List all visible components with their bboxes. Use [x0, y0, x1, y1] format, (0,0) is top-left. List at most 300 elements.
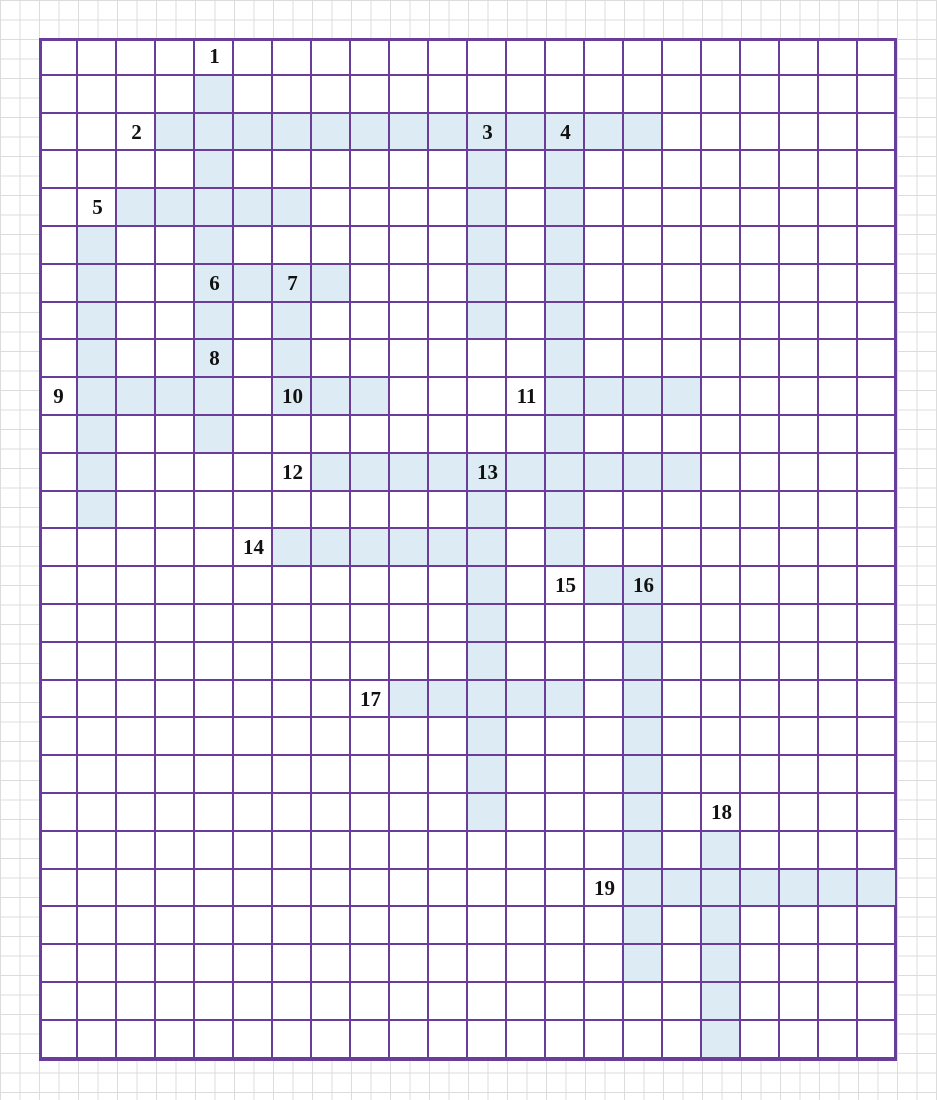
answer-cell[interactable]: [546, 378, 585, 416]
grid-cell: [780, 945, 819, 983]
answer-cell[interactable]: [429, 529, 468, 567]
grid-cell: [507, 907, 546, 945]
grid-cell: [819, 756, 858, 794]
answer-cell[interactable]: [546, 454, 585, 492]
grid-cell: [39, 227, 78, 265]
grid-cell: [234, 454, 273, 492]
grid-cell: [663, 76, 702, 114]
grid-cell: [429, 340, 468, 378]
answer-cell[interactable]: [117, 189, 156, 227]
answer-cell[interactable]: [741, 870, 780, 908]
answer-cell[interactable]: [351, 378, 390, 416]
grid-cell: [585, 189, 624, 227]
answer-cell[interactable]: [624, 378, 663, 416]
grid-cell: [585, 983, 624, 1021]
grid-cell: [234, 794, 273, 832]
answer-cell[interactable]: [702, 870, 741, 908]
grid-cell: [624, 151, 663, 189]
grid-cell: [117, 303, 156, 341]
grid-cell: [78, 38, 117, 76]
answer-cell[interactable]: [468, 227, 507, 265]
grid-cell: [741, 756, 780, 794]
answer-cell[interactable]: [78, 492, 117, 530]
answer-cell[interactable]: [507, 681, 546, 719]
answer-cell[interactable]: [546, 265, 585, 303]
answer-cell[interactable]: [429, 681, 468, 719]
answer-cell[interactable]: [624, 681, 663, 719]
grid-cell: [741, 907, 780, 945]
grid-cell: [429, 870, 468, 908]
grid-cell: [351, 643, 390, 681]
grid-cell: [117, 907, 156, 945]
grid-cell: [663, 38, 702, 76]
answer-cell[interactable]: [351, 114, 390, 152]
grid-cell: [819, 1021, 858, 1059]
clue-number: 2: [131, 119, 142, 144]
answer-cell[interactable]: [624, 454, 663, 492]
grid-cell: [156, 303, 195, 341]
grid-cell: [117, 340, 156, 378]
answer-cell[interactable]: [624, 832, 663, 870]
answer-cell[interactable]: [546, 416, 585, 454]
grid-cell: [507, 832, 546, 870]
grid-cell: [78, 605, 117, 643]
grid-cell: [429, 265, 468, 303]
answer-cell[interactable]: [702, 1021, 741, 1059]
clue-number: 19: [594, 875, 615, 900]
grid-cell: [780, 983, 819, 1021]
grid-cell: [468, 832, 507, 870]
grid-cell: [273, 945, 312, 983]
answer-cell[interactable]: [702, 945, 741, 983]
grid-cell: [273, 567, 312, 605]
grid-cell: [195, 870, 234, 908]
grid-cell: [741, 227, 780, 265]
grid-cell: [312, 416, 351, 454]
answer-cell[interactable]: [624, 907, 663, 945]
grid-cell: [663, 416, 702, 454]
answer-cell[interactable]: [195, 378, 234, 416]
answer-cell[interactable]: [624, 643, 663, 681]
grid-cell: [351, 870, 390, 908]
answer-cell[interactable]: [78, 265, 117, 303]
answer-cell[interactable]: [468, 605, 507, 643]
answer-cell[interactable]: [546, 681, 585, 719]
grid-cell: [117, 832, 156, 870]
grid-cell: [156, 265, 195, 303]
answer-cell[interactable]: [234, 189, 273, 227]
answer-cell[interactable]: [819, 870, 858, 908]
grid-cell: [312, 718, 351, 756]
answer-cell[interactable]: [663, 454, 702, 492]
answer-cell[interactable]: [663, 870, 702, 908]
answer-cell[interactable]: [234, 265, 273, 303]
answer-cell[interactable]: [273, 340, 312, 378]
answer-cell[interactable]: [78, 340, 117, 378]
answer-cell[interactable]: [273, 114, 312, 152]
grid-cell: [858, 416, 897, 454]
grid-cell: [741, 303, 780, 341]
grid-cell: [780, 718, 819, 756]
grid-cell: [117, 983, 156, 1021]
answer-cell[interactable]: [546, 227, 585, 265]
grid-cell: [585, 832, 624, 870]
grid-cell: [156, 454, 195, 492]
grid-cell: [390, 567, 429, 605]
answer-cell[interactable]: [468, 492, 507, 530]
answer-cell[interactable]: [624, 114, 663, 152]
grid-cell: [585, 681, 624, 719]
answer-cell[interactable]: [312, 114, 351, 152]
grid-cell: [858, 114, 897, 152]
answer-cell[interactable]: [546, 529, 585, 567]
answer-cell[interactable]: [468, 681, 507, 719]
answer-cell[interactable]: [390, 454, 429, 492]
answer-cell[interactable]: [156, 189, 195, 227]
clue-cell[interactable]: [195, 38, 234, 76]
answer-cell[interactable]: [624, 605, 663, 643]
grid-cell: [702, 492, 741, 530]
clue-cell[interactable]: [195, 265, 234, 303]
answer-cell[interactable]: [429, 114, 468, 152]
grid-cell: [663, 114, 702, 152]
grid-cell: [507, 227, 546, 265]
clue-cell[interactable]: [117, 114, 156, 152]
answer-cell[interactable]: [507, 454, 546, 492]
grid-cell: [819, 340, 858, 378]
grid-cell: [156, 1021, 195, 1059]
grid-cell: [780, 416, 819, 454]
clue-cell[interactable]: [546, 114, 585, 152]
grid-cell: [156, 794, 195, 832]
grid-cell: [351, 340, 390, 378]
grid-cell: [351, 38, 390, 76]
answer-cell[interactable]: [117, 378, 156, 416]
grid-cell: [39, 303, 78, 341]
grid-cell: [741, 416, 780, 454]
clue-cell[interactable]: [585, 870, 624, 908]
grid-cell: [702, 76, 741, 114]
answer-cell[interactable]: [507, 114, 546, 152]
grid-cell: [429, 303, 468, 341]
grid-cell: [195, 605, 234, 643]
grid-cell: [117, 643, 156, 681]
answer-cell[interactable]: [429, 454, 468, 492]
grid-cell: [195, 718, 234, 756]
clue-number: 6: [209, 270, 220, 295]
answer-cell[interactable]: [624, 794, 663, 832]
clue-cell[interactable]: [195, 340, 234, 378]
answer-cell[interactable]: [273, 189, 312, 227]
answer-cell[interactable]: [468, 151, 507, 189]
grid-cell: [546, 38, 585, 76]
grid-cell: [507, 492, 546, 530]
grid-cell: [819, 38, 858, 76]
grid-cell: [507, 76, 546, 114]
answer-cell[interactable]: [390, 681, 429, 719]
grid-cell: [234, 643, 273, 681]
answer-cell[interactable]: [273, 303, 312, 341]
grid-cell: [429, 76, 468, 114]
grid-cell: [390, 870, 429, 908]
grid-cell: [702, 529, 741, 567]
clue-cell[interactable]: [39, 378, 78, 416]
clue-cell[interactable]: [273, 378, 312, 416]
grid-cell: [156, 76, 195, 114]
grid-cell: [819, 681, 858, 719]
answer-cell[interactable]: [351, 529, 390, 567]
grid-cell: [507, 794, 546, 832]
clue-number: 7: [287, 270, 298, 295]
grid-cell: [39, 870, 78, 908]
clue-cell[interactable]: [468, 454, 507, 492]
clue-cell[interactable]: [702, 794, 741, 832]
grid-cell: [858, 567, 897, 605]
answer-cell[interactable]: [156, 378, 195, 416]
grid-cell: [39, 189, 78, 227]
grid-cell: [858, 756, 897, 794]
grid-cell: [546, 756, 585, 794]
answer-cell[interactable]: [663, 378, 702, 416]
grid-cell: [468, 416, 507, 454]
grid-cell: [429, 567, 468, 605]
grid-cell: [585, 643, 624, 681]
answer-cell[interactable]: [585, 567, 624, 605]
answer-cell[interactable]: [780, 870, 819, 908]
answer-cell[interactable]: [546, 340, 585, 378]
answer-cell[interactable]: [702, 832, 741, 870]
grid-cell: [624, 303, 663, 341]
answer-cell[interactable]: [624, 945, 663, 983]
grid-cell: [858, 227, 897, 265]
grid-cell: [819, 832, 858, 870]
grid-cell: [546, 605, 585, 643]
grid-cell: [312, 492, 351, 530]
grid-cell: [78, 114, 117, 152]
answer-cell[interactable]: [546, 189, 585, 227]
answer-cell[interactable]: [312, 378, 351, 416]
answer-cell[interactable]: [546, 303, 585, 341]
grid-cell: [429, 794, 468, 832]
answer-cell[interactable]: [468, 643, 507, 681]
grid-cell: [819, 378, 858, 416]
grid-cell: [78, 832, 117, 870]
grid-cell: [351, 151, 390, 189]
answer-cell[interactable]: [546, 492, 585, 530]
grid-cell: [156, 983, 195, 1021]
answer-cell[interactable]: [78, 303, 117, 341]
answer-cell[interactable]: [624, 718, 663, 756]
grid-cell: [585, 340, 624, 378]
grid-cell: [390, 756, 429, 794]
clue-number: 15: [555, 573, 576, 598]
grid-cell: [273, 983, 312, 1021]
grid-cell: [234, 945, 273, 983]
grid-cell: [429, 907, 468, 945]
answer-cell[interactable]: [195, 189, 234, 227]
grid-cell: [234, 492, 273, 530]
grid-cell: [312, 227, 351, 265]
grid-cell: [585, 151, 624, 189]
answer-cell[interactable]: [195, 227, 234, 265]
grid-cell: [429, 832, 468, 870]
grid-cell: [702, 454, 741, 492]
grid-cell: [585, 303, 624, 341]
answer-cell[interactable]: [468, 567, 507, 605]
grid-cell: [351, 76, 390, 114]
grid-cell: [234, 832, 273, 870]
clue-cell[interactable]: [78, 189, 117, 227]
grid-cell: [78, 983, 117, 1021]
grid-cell: [390, 945, 429, 983]
grid-cell: [702, 643, 741, 681]
grid-cell: [507, 416, 546, 454]
answer-cell[interactable]: [468, 189, 507, 227]
answer-cell[interactable]: [468, 265, 507, 303]
clue-cell[interactable]: [273, 454, 312, 492]
answer-cell[interactable]: [312, 454, 351, 492]
grid-cell: [468, 378, 507, 416]
grid-cell: [117, 76, 156, 114]
grid-cell: [390, 189, 429, 227]
clue-cell[interactable]: [234, 529, 273, 567]
grid-cell: [117, 794, 156, 832]
answer-cell[interactable]: [195, 303, 234, 341]
grid-cell: [234, 718, 273, 756]
grid-cell: [351, 605, 390, 643]
answer-cell[interactable]: [312, 265, 351, 303]
grid-cell: [546, 718, 585, 756]
answer-cell[interactable]: [585, 378, 624, 416]
answer-cell[interactable]: [195, 416, 234, 454]
grid-cell: [156, 756, 195, 794]
grid-cell: [390, 340, 429, 378]
grid-cell: [39, 416, 78, 454]
answer-cell[interactable]: [351, 454, 390, 492]
answer-cell[interactable]: [468, 303, 507, 341]
answer-cell[interactable]: [78, 454, 117, 492]
grid-cell: [624, 76, 663, 114]
grid-cell: [234, 681, 273, 719]
grid-cell: [780, 114, 819, 152]
grid-cell: [507, 756, 546, 794]
clue-cell[interactable]: [507, 378, 546, 416]
answer-cell[interactable]: [468, 794, 507, 832]
answer-cell[interactable]: [468, 756, 507, 794]
grid-cell: [585, 1021, 624, 1059]
grid-cell: [858, 492, 897, 530]
answer-cell[interactable]: [585, 114, 624, 152]
grid-cell: [390, 605, 429, 643]
answer-cell[interactable]: [390, 114, 429, 152]
grid-cell: [234, 567, 273, 605]
grid-cell: [156, 832, 195, 870]
grid-cell: [819, 303, 858, 341]
answer-cell[interactable]: [546, 151, 585, 189]
grid-cell: [312, 643, 351, 681]
grid-cell: [39, 76, 78, 114]
grid-cell: [468, 907, 507, 945]
clue-cell[interactable]: [624, 567, 663, 605]
grid-cell: [351, 189, 390, 227]
grid-cell: [663, 1021, 702, 1059]
grid-cell: [273, 718, 312, 756]
clue-cell[interactable]: [546, 567, 585, 605]
grid-cell: [702, 718, 741, 756]
answer-cell[interactable]: [195, 76, 234, 114]
answer-cell[interactable]: [585, 454, 624, 492]
grid-cell: [429, 189, 468, 227]
answer-cell[interactable]: [702, 983, 741, 1021]
grid-cell: [117, 681, 156, 719]
grid-cell: [78, 756, 117, 794]
clue-cell[interactable]: [468, 114, 507, 152]
grid-cell: [351, 227, 390, 265]
grid-cell: [780, 681, 819, 719]
answer-cell[interactable]: [702, 907, 741, 945]
answer-cell[interactable]: [390, 529, 429, 567]
grid-cell: [273, 794, 312, 832]
clue-cell[interactable]: [273, 265, 312, 303]
answer-cell[interactable]: [195, 114, 234, 152]
grid-cell: [78, 151, 117, 189]
grid-cell: [858, 454, 897, 492]
grid-cell: [351, 907, 390, 945]
grid-cell: [195, 832, 234, 870]
grid-cell: [858, 605, 897, 643]
clue-cell[interactable]: [351, 681, 390, 719]
grid-cell: [156, 718, 195, 756]
grid-cell: [39, 794, 78, 832]
grid-cell: [390, 643, 429, 681]
grid-cell: [624, 189, 663, 227]
answer-cell[interactable]: [156, 114, 195, 152]
grid-cell: [351, 492, 390, 530]
answer-cell[interactable]: [312, 529, 351, 567]
grid-cell: [312, 340, 351, 378]
clue-number: 9: [53, 384, 64, 409]
grid-cell: [507, 189, 546, 227]
grid-cell: [624, 340, 663, 378]
grid-cell: [429, 416, 468, 454]
answer-cell[interactable]: [624, 870, 663, 908]
grid-cell: [702, 303, 741, 341]
grid-cell: [312, 76, 351, 114]
grid-cell: [234, 38, 273, 76]
grid-cell: [507, 1021, 546, 1059]
answer-cell[interactable]: [273, 529, 312, 567]
grid-cell: [117, 492, 156, 530]
grid-cell: [117, 567, 156, 605]
answer-cell[interactable]: [624, 756, 663, 794]
grid-cell: [780, 454, 819, 492]
grid-cell: [507, 945, 546, 983]
clue-number: 12: [282, 459, 303, 484]
grid-cell: [702, 567, 741, 605]
answer-cell[interactable]: [78, 227, 117, 265]
answer-cell[interactable]: [858, 870, 897, 908]
answer-cell[interactable]: [195, 151, 234, 189]
answer-cell[interactable]: [78, 416, 117, 454]
answer-cell[interactable]: [468, 529, 507, 567]
answer-cell[interactable]: [78, 378, 117, 416]
answer-cell[interactable]: [468, 718, 507, 756]
grid-cell: [351, 794, 390, 832]
answer-cell[interactable]: [234, 114, 273, 152]
grid-cell: [858, 303, 897, 341]
grid-cell: [234, 227, 273, 265]
grid-cell: [78, 681, 117, 719]
